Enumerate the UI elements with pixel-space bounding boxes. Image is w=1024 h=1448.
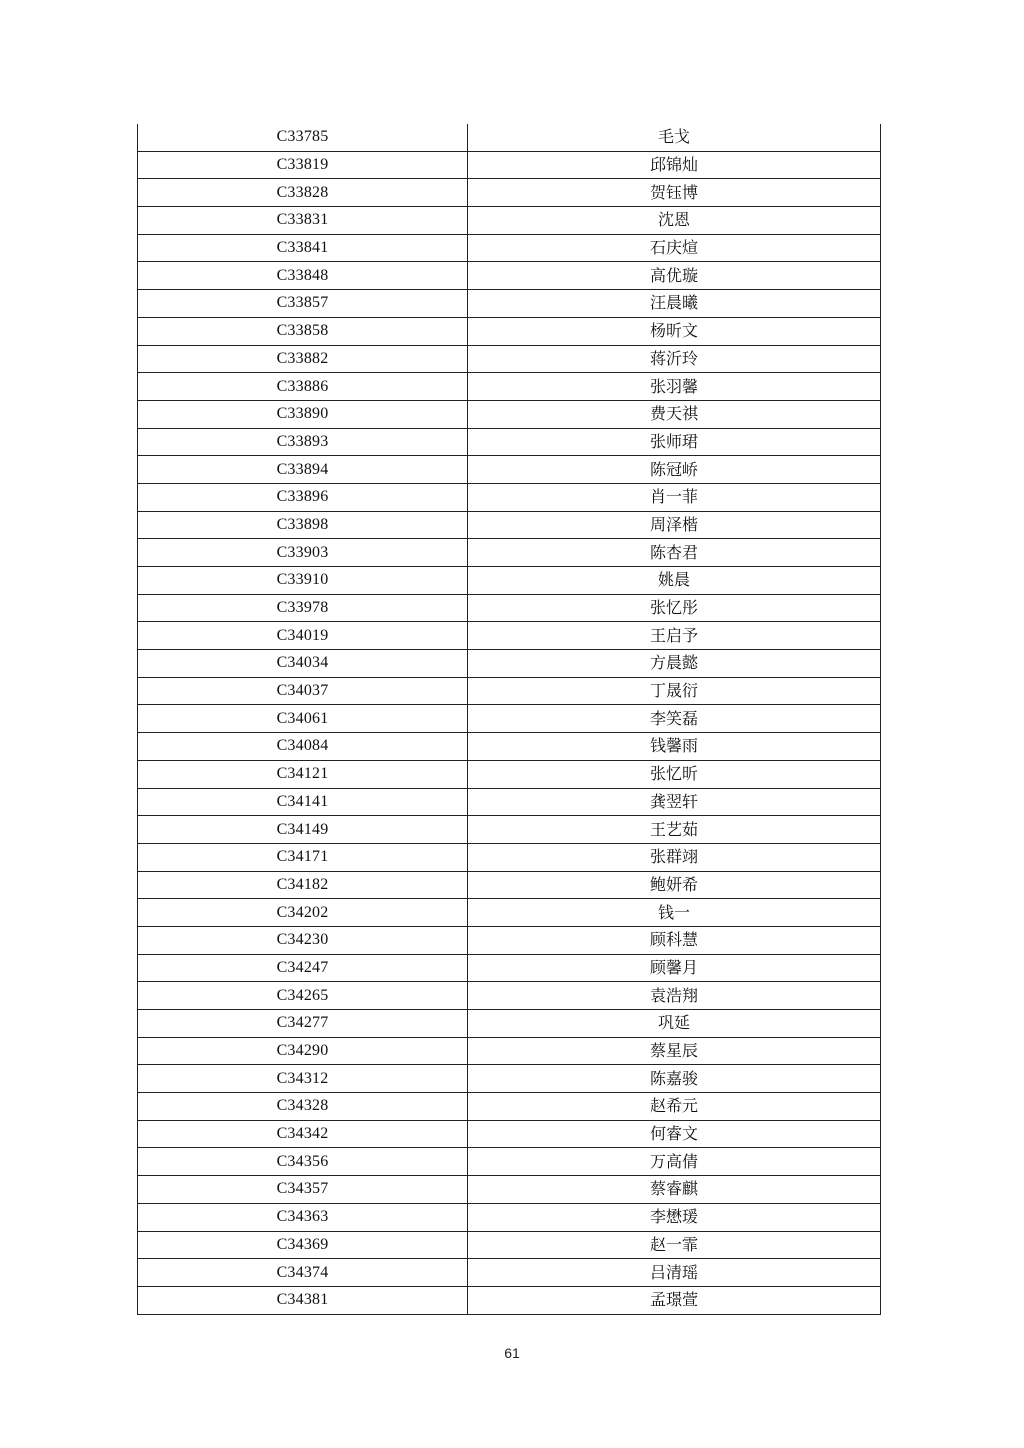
student-name-cell: 鲍妍希: [468, 871, 881, 899]
student-id-cell: C33890: [138, 400, 468, 428]
table-row: [138, 1093, 880, 1121]
table-row: [138, 1259, 880, 1287]
student-name-cell: 毛戈: [468, 124, 881, 151]
student-id-cell: C34328: [138, 1093, 468, 1121]
student-id-cell: C34342: [138, 1120, 468, 1148]
table-row: [138, 345, 880, 373]
student-name-cell: 顾科慧: [468, 926, 881, 954]
student-id-cell: C33858: [138, 317, 468, 345]
table-row: [138, 539, 880, 567]
student-name-cell: 蔡睿麒: [468, 1176, 881, 1204]
student-id-cell: C33841: [138, 234, 468, 262]
table-row: [138, 899, 880, 927]
student-id-cell: C34277: [138, 1010, 468, 1038]
student-id-cell: C34363: [138, 1203, 468, 1231]
student-name-cell: 方晨懿: [468, 650, 881, 678]
student-id-cell: C34290: [138, 1037, 468, 1065]
table-row: [138, 567, 880, 595]
student-name-cell: 顾馨月: [468, 954, 881, 982]
table-row: [138, 1010, 880, 1038]
student-name-cell: 龚翌轩: [468, 788, 881, 816]
student-name-cell: 肖一菲: [468, 483, 881, 511]
table-row: [138, 456, 880, 484]
student-id-cell: C33898: [138, 511, 468, 539]
student-name-cell: 邱锦灿: [468, 151, 881, 179]
student-id-cell: C33893: [138, 428, 468, 456]
student-id-cell: C34182: [138, 871, 468, 899]
student-id-cell: C34061: [138, 705, 468, 733]
table-row: [138, 733, 880, 761]
student-id-cell: C33831: [138, 207, 468, 235]
student-name-cell: 万高倩: [468, 1148, 881, 1176]
student-id-cell: C33978: [138, 594, 468, 622]
student-id-cell: C34121: [138, 760, 468, 788]
table-row: [138, 650, 880, 678]
student-id-cell: C34171: [138, 843, 468, 871]
student-id-cell: C34356: [138, 1148, 468, 1176]
student-name-cell: 赵希元: [468, 1093, 881, 1121]
student-name-cell: 贺钰博: [468, 179, 881, 207]
table-row: [138, 207, 880, 235]
table-row: [138, 124, 880, 151]
table-row: [138, 1231, 880, 1259]
table-row: [138, 1065, 880, 1093]
student-id-cell: C34312: [138, 1065, 468, 1093]
student-id-cell: C34019: [138, 622, 468, 650]
table-row: [138, 373, 880, 401]
student-id-cell: C34084: [138, 733, 468, 761]
table-row: [138, 594, 880, 622]
student-id-cell: C34381: [138, 1286, 468, 1313]
student-name-cell: 蒋沂玲: [468, 345, 881, 373]
table-row: [138, 1037, 880, 1065]
student-name-cell: 陈嘉骏: [468, 1065, 881, 1093]
roster-table-body: [138, 124, 880, 1314]
table-row: [138, 511, 880, 539]
student-id-cell: C34369: [138, 1231, 468, 1259]
table-row: [138, 483, 880, 511]
table-row: [138, 816, 880, 844]
student-id-cell: C33828: [138, 179, 468, 207]
table-row: [138, 234, 880, 262]
table-row: [138, 622, 880, 650]
student-id-cell: C34247: [138, 954, 468, 982]
student-name-cell: 张忆昕: [468, 760, 881, 788]
student-name-cell: 高优璇: [468, 262, 881, 290]
student-id-cell: C34230: [138, 926, 468, 954]
roster-table-container: [137, 124, 881, 1315]
table-row: [138, 760, 880, 788]
table-row: [138, 843, 880, 871]
table-row: [138, 1176, 880, 1204]
table-row: [138, 982, 880, 1010]
student-name-cell: 李懋瑗: [468, 1203, 881, 1231]
student-name-cell: 袁浩翔: [468, 982, 881, 1010]
table-row: [138, 428, 880, 456]
table-row: [138, 400, 880, 428]
student-id-cell: C34141: [138, 788, 468, 816]
student-name-cell: 石庆煊: [468, 234, 881, 262]
student-id-cell: C34374: [138, 1259, 468, 1287]
student-id-cell: C33848: [138, 262, 468, 290]
table-row: [138, 926, 880, 954]
table-row: [138, 1203, 880, 1231]
student-id-cell: C34034: [138, 650, 468, 678]
student-id-cell: C33819: [138, 151, 468, 179]
student-id-cell: C33903: [138, 539, 468, 567]
table-row: [138, 677, 880, 705]
student-id-cell: C33882: [138, 345, 468, 373]
student-name-cell: 丁晟衍: [468, 677, 881, 705]
student-id-cell: C33896: [138, 483, 468, 511]
student-name-cell: 沈恩: [468, 207, 881, 235]
student-name-cell: 吕清瑶: [468, 1259, 881, 1287]
table-row: [138, 262, 880, 290]
student-id-cell: C34202: [138, 899, 468, 927]
student-name-cell: 李笑磊: [468, 705, 881, 733]
student-id-cell: C34265: [138, 982, 468, 1010]
student-name-cell: 姚晨: [468, 567, 881, 595]
student-name-cell: 巩延: [468, 1010, 881, 1038]
table-row: [138, 317, 880, 345]
page-number: 61: [504, 1345, 520, 1361]
student-id-cell: C33785: [138, 124, 468, 151]
student-name-cell: 王启予: [468, 622, 881, 650]
student-name-cell: 陈冠峤: [468, 456, 881, 484]
table-row: [138, 290, 880, 318]
table-row: [138, 871, 880, 899]
table-row: [138, 1148, 880, 1176]
student-name-cell: 汪晨曦: [468, 290, 881, 318]
student-name-cell: 费天祺: [468, 400, 881, 428]
student-id-cell: C34357: [138, 1176, 468, 1204]
student-id-cell: C34037: [138, 677, 468, 705]
student-name-cell: 张群翊: [468, 843, 881, 871]
table-row: [138, 1286, 880, 1313]
student-name-cell: 何睿文: [468, 1120, 881, 1148]
student-id-cell: C33894: [138, 456, 468, 484]
student-name-cell: 钱一: [468, 899, 881, 927]
student-name-cell: 张忆彤: [468, 594, 881, 622]
student-name-cell: 赵一霏: [468, 1231, 881, 1259]
student-name-cell: 蔡星辰: [468, 1037, 881, 1065]
table-row: [138, 151, 880, 179]
student-id-cell: C33910: [138, 567, 468, 595]
student-name-cell: 杨昕文: [468, 317, 881, 345]
student-id-cell: C33857: [138, 290, 468, 318]
student-name-cell: 王艺茹: [468, 816, 881, 844]
student-name-cell: 张羽馨: [468, 373, 881, 401]
student-name-cell: 张师珺: [468, 428, 881, 456]
student-id-cell: C33886: [138, 373, 468, 401]
student-name-cell: 周泽楷: [468, 511, 881, 539]
table-row: [138, 954, 880, 982]
table-row: [138, 179, 880, 207]
student-name-cell: 陈杏君: [468, 539, 881, 567]
table-row: [138, 705, 880, 733]
table-row: [138, 1120, 880, 1148]
roster-table: [138, 124, 880, 1314]
student-name-cell: 钱馨雨: [468, 733, 881, 761]
student-id-cell: C34149: [138, 816, 468, 844]
table-row: [138, 788, 880, 816]
student-name-cell: 孟璟萱: [649, 1290, 698, 1310]
